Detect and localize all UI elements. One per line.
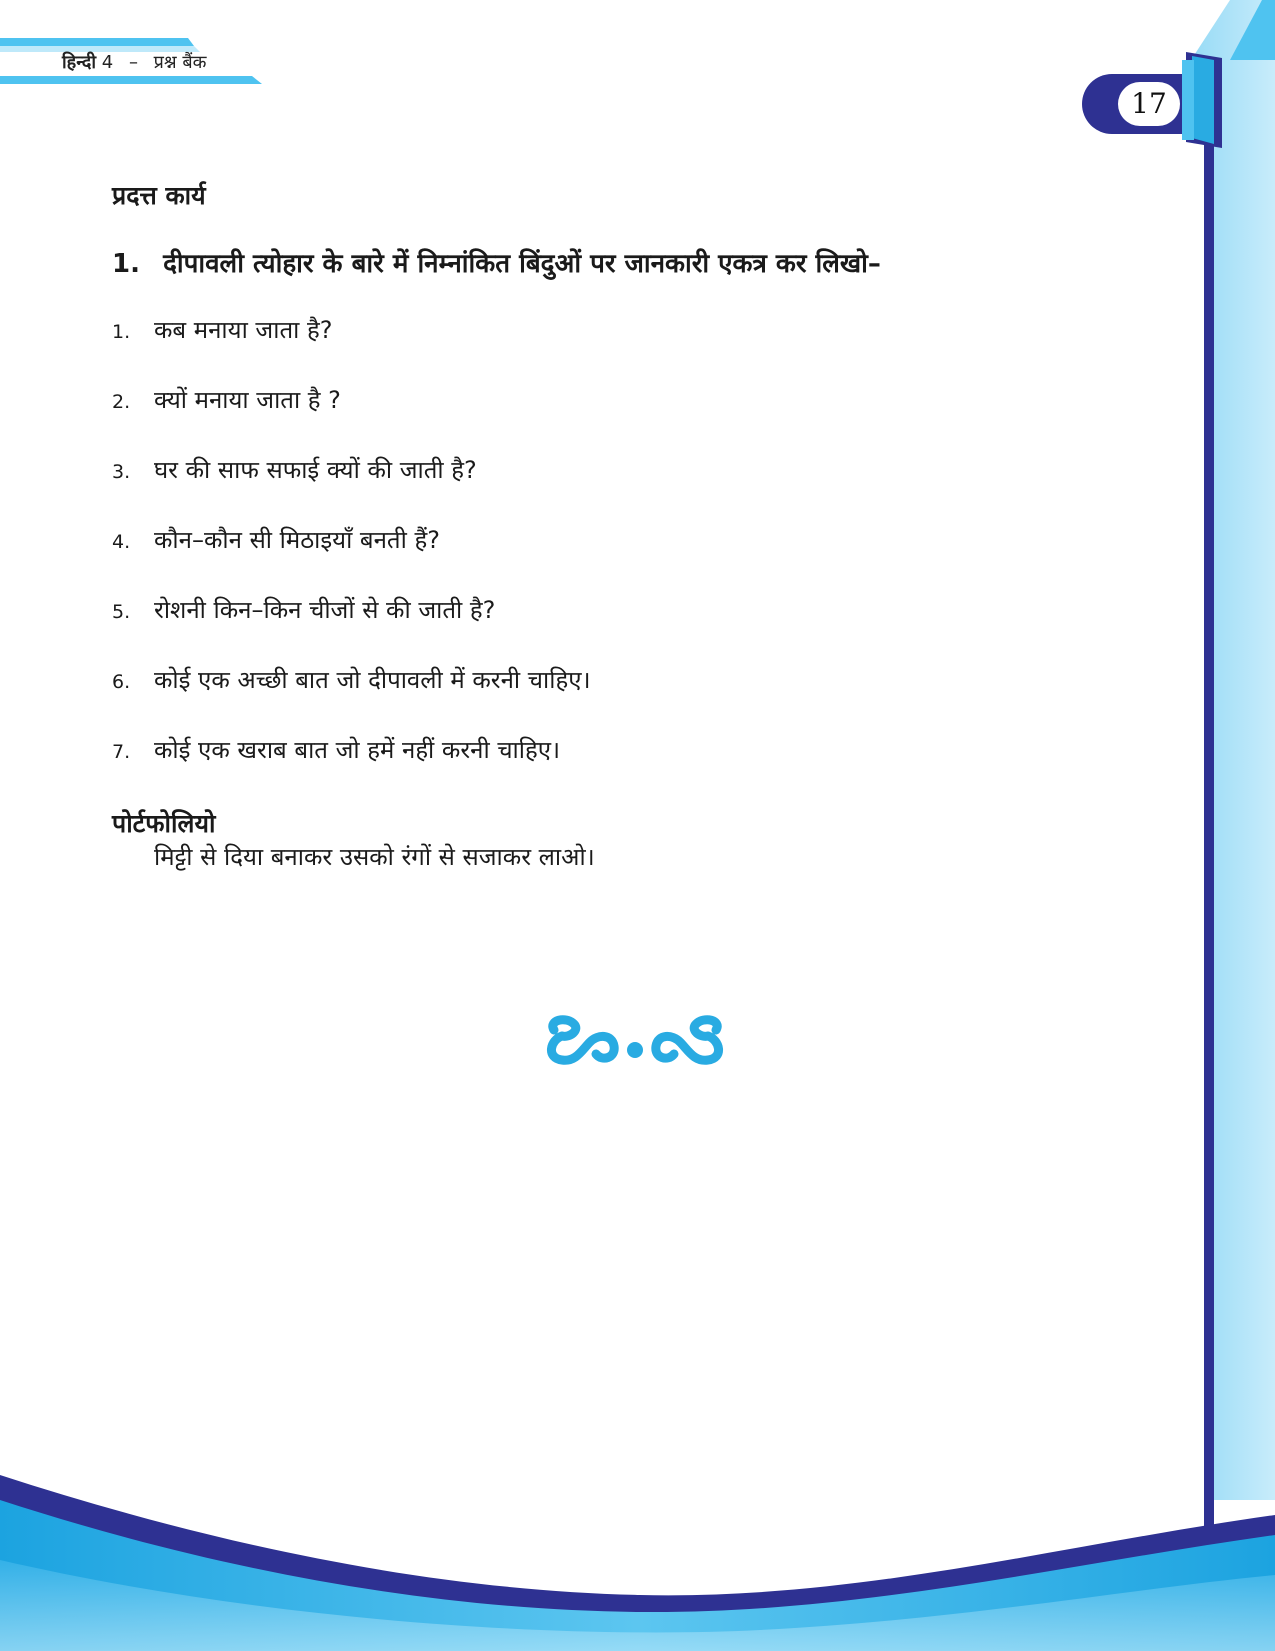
list-item (112, 733, 591, 803)
portfolio-title: पोर्टफोलियो (112, 809, 216, 838)
item-text: कौन–कौन सी मिठाइयाँ बनती हैं? (154, 526, 440, 554)
item-text: कोई एक अच्छी बात जो दीपावली में करनी चाहिए। (154, 666, 591, 694)
question-number: 1. (112, 249, 140, 279)
header-tab-top (0, 38, 194, 46)
question-1 (112, 244, 881, 280)
item-text: घर की साफ सफाई क्यों की जाती है? (154, 456, 477, 484)
list-item (112, 313, 591, 383)
item-text: कोई एक खराब बात जो हमें नहीं करनी चाहिए। (154, 736, 561, 764)
item-number: 3. (112, 461, 131, 483)
list-item (112, 383, 591, 453)
assignment-title: प्रदत्त कार्य (112, 181, 206, 210)
question-items (112, 313, 591, 803)
header-subject: हिन्दी (62, 52, 97, 73)
item-number: 1. (112, 321, 131, 343)
item-text: रोशनी किन–किन चीजों से की जाती है? (154, 596, 496, 624)
question-text: दीपावली त्योहार के बारे में निम्नांकित बिंदुओं पर जानकारी एकत्र कर लिखो– (163, 249, 881, 279)
item-text: क्यों मनाया जाता है ? (154, 386, 341, 414)
header-separator: – (128, 52, 138, 73)
header-grade: 4 (101, 52, 114, 73)
portfolio-text: मिट्टी से दिया बनाकर उसको रंगों से सजाकर लाओ। (154, 843, 595, 871)
list-item (112, 593, 591, 663)
side-rule (1204, 128, 1214, 1528)
list-item (112, 523, 591, 593)
list-item (112, 453, 591, 523)
page-number: 17 (1131, 87, 1167, 120)
header-tab-bottom (0, 76, 262, 84)
section-end-ornament-icon (540, 1010, 730, 1070)
item-number: 7. (112, 741, 131, 763)
header-book: प्रश्न बैंक (153, 52, 207, 73)
item-number: 2. (112, 391, 131, 413)
item-number: 6. (112, 671, 131, 693)
item-text: कब मनाया जाता है? (154, 316, 333, 344)
running-header (62, 50, 206, 74)
side-panel (1178, 0, 1275, 1500)
item-number: 5. (112, 601, 131, 623)
item-number: 4. (112, 531, 131, 553)
list-item (112, 663, 591, 733)
